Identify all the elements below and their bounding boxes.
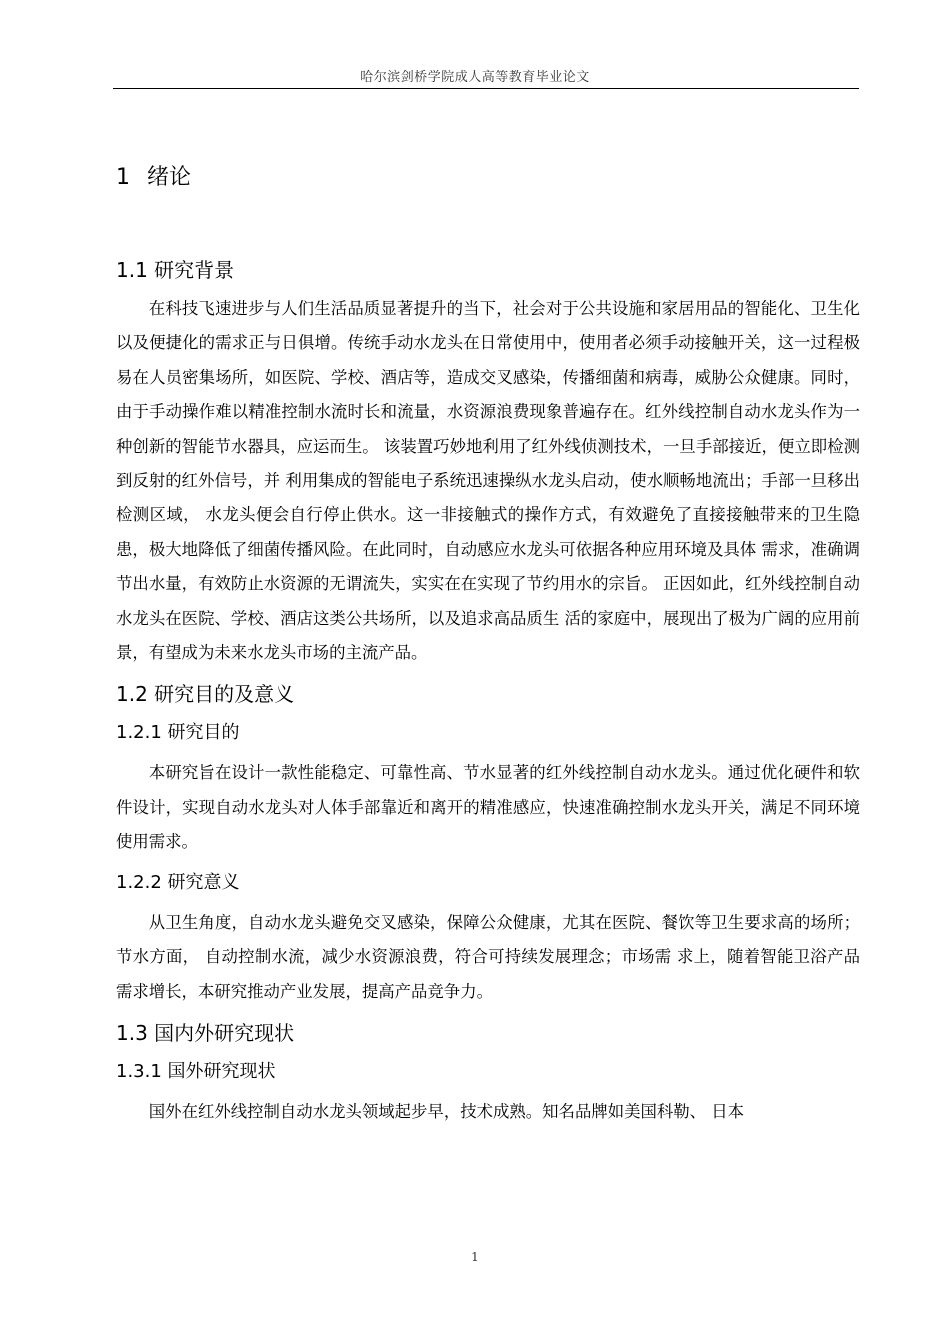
page-number: 1 <box>471 1250 479 1264</box>
paragraph-research-significance: 从卫生角度，自动水龙头避免交叉感染，保障公众健康，尤其在医院、餐饮等卫生要求高的场所；节水方面， 自动控制水流，减少水资源浪费，符合可持续发展理念；市场需 求上，随着智能卫浴产品需求增长，本研究推动产业发展，提高产品竞争力。 <box>116 912 860 1001</box>
header-rule <box>113 88 859 89</box>
section-heading-1-2: 1.2 研究目的及意义 <box>116 682 295 707</box>
chapter-number: 1 <box>116 165 130 190</box>
document-body <box>116 158 860 1135</box>
section-heading-1-2-2: 1.2.2 研究意义 <box>116 871 240 893</box>
section-heading-1-3-1: 1.3.1 国外研究现状 <box>116 1060 276 1082</box>
chapter-title: 绪论 <box>147 165 192 190</box>
page-header: 哈尔滨剑桥学院成人高等教育毕业论文 <box>360 70 590 85</box>
chapter-heading <box>116 158 860 198</box>
section-heading-1-2-1: 1.2.1 研究目的 <box>116 722 240 744</box>
section-heading-1-1: 1.1 研究背景 <box>116 258 235 282</box>
paragraph-foreign-research: 国外在红外线控制自动水龙头领域起步早，技术成熟。知名品牌如美国科勒、 日本 <box>148 1101 745 1121</box>
paragraph-research-purpose: 本研究旨在设计一款性能稳定、可靠性高、节水显著的红外线控制自动水龙头。通过优化硬件和软件设计，实现自动水龙头对人体手部靠近和离开的精准感应，快速准确控制水龙头开关，满足不同环境使用需求。 <box>116 763 860 852</box>
paragraph-research-background: 在科技飞速进步与人们生活品质显著提升的当下，社会对于公共设施和家居用品的智能化、卫生化以及便捷化的需求正与日俱增。传统手动水龙头在日常使用中，使用者必须手动接触开关，这一过程极易在人员密集场所，如医院、学校、酒店等，造成交叉感染，传播细菌和病毒，威胁公众健康。同时，由于手动操作难以精准控制水流时长和流量，水资源浪费现象普遍存在。红外线控制自动水龙头作为一种创新的智能节水器具，应运而生。 该装置巧妙地利用了红外线侦测技术，一旦手部接近，便立即检测到反射的红外信号，并 利用集成的智能电子系统迅速操纵水龙头启动，使水顺畅地流出；手部一旦移出检测区域， 水龙头便会自行停止供水。这一非接触式的操作方式，有效避免了直接接触带来的卫生隐 患，极大地降低了细菌传播风险。在此同时，自动感应水龙头可依据各种应用环境及具体 需求，准确调节出水量，有效防止水资源的无谓流失，实实在在实现了节约用水的宗旨。 正因如此，红外线控制自动水龙头在医院、学校、酒店这类公共场所，以及追求高品质生 活的家庭中，展现出了极为广阔的应用前景，有望成为未来水龙头市场的主流产品。 <box>116 299 860 663</box>
section-heading-1-3: 1.3 国内外研究现状 <box>116 1020 295 1045</box>
